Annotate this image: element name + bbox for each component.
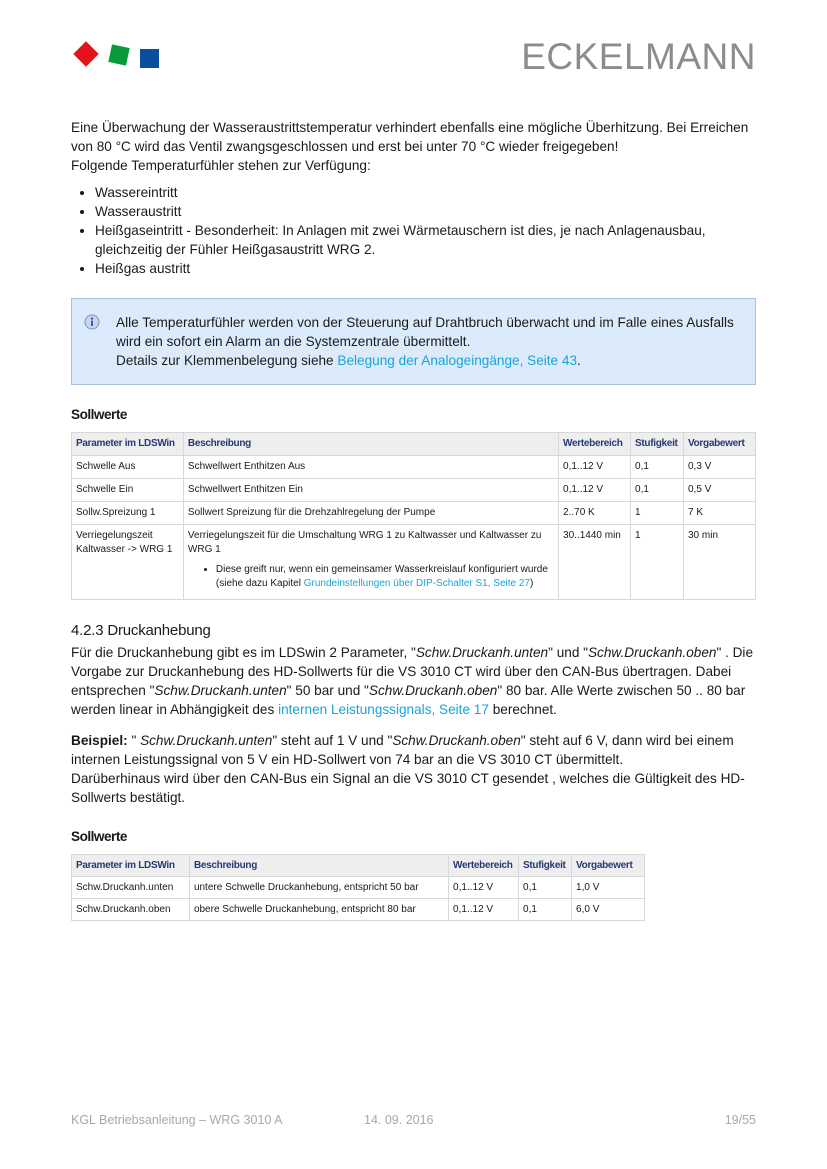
column-header: Stufigkeit [519, 855, 572, 877]
table-cell: Schwelle Ein [72, 479, 184, 502]
link-analog-inputs[interactable]: Belegung der Analogeingänge, Seite 43 [337, 353, 578, 368]
footer-page-number: 19/55 [724, 1113, 756, 1127]
table-cell: Verriegelungszeit Kaltwasser -> WRG 1 [72, 525, 184, 600]
table-cell: Schw.Druckanh.unten [72, 877, 190, 899]
table-cell: Schwellwert Enthitzen Ein [183, 479, 558, 502]
druckanhebung-table [71, 854, 645, 921]
table-row [72, 502, 756, 525]
info-box [71, 298, 756, 385]
list-item: • Wassereintritt [95, 183, 756, 202]
table-cell: Schwellwert Enthitzen Aus [183, 456, 558, 479]
table-cell: 0,5 V [684, 479, 756, 502]
table-cell: Verriegelungszeit für die Umschaltung WRG 1 zu Kaltwasser und Kaltwasser zu WRG 1 • Diese greift nur, wenn ein gemeinsamer Wasserkreislauf konfiguriert wurde (siehe dazu Kapitel Grundeinstellungen über DIP-Schalter S1, Seite 27) [183, 525, 558, 600]
note-list [188, 563, 554, 591]
link-internal-power-signal[interactable]: internen Leistungssignals, Seite 17 [278, 702, 489, 717]
table-cell: obere Schwelle Druckanhebung, entspricht 80 bar [189, 899, 448, 921]
info-icon [84, 314, 100, 330]
column-header: Vorgabewert [684, 433, 756, 456]
page-footer [71, 1113, 756, 1131]
eckelmann-logo-icon [72, 40, 162, 72]
table-cell: untere Schwelle Druckanhebung, entspricht 50 bar [189, 877, 448, 899]
table-cell: 0,1..12 V [559, 456, 631, 479]
column-header: Vorgabewert [572, 855, 645, 877]
table-cell: 30 min [684, 525, 756, 600]
column-header: Wertebereich [559, 433, 631, 456]
table-cell: 0,3 V [684, 456, 756, 479]
table-row [72, 479, 756, 502]
info-text: Alle Temperaturfühler werden von der Steuerung auf Drahtbruch überwacht und im Falle eines Ausfalls wird ein sofort ein Alarm an die Systemzentrale übermittelt. [116, 315, 734, 349]
table-cell: 0,1 [631, 456, 684, 479]
list-item: • Wasseraustritt [95, 202, 756, 221]
column-header: Wertebereich [449, 855, 519, 877]
table-cell: 7 K [684, 502, 756, 525]
table-cell: Sollw.Spreizung 1 [72, 502, 184, 525]
table-row [72, 899, 645, 921]
table-cell: 0,1 [519, 899, 572, 921]
list-item: • Heißgas austritt [95, 259, 756, 278]
table-cell: 1 [631, 525, 684, 600]
table-cell: 0,1 [519, 877, 572, 899]
example-label: Beispiel: [71, 733, 128, 748]
info-details: Details zur Klemmenbelegung siehe Belegung der Analogeingänge, Seite 43. [116, 353, 581, 368]
table-cell: 0,1..12 V [449, 877, 519, 899]
table-cell: Schw.Druckanh.oben [72, 899, 190, 921]
column-header: Parameter im LDSWin [72, 433, 184, 456]
table-cell: 0,1..12 V [449, 899, 519, 921]
table-row [72, 525, 756, 600]
setpoints-table [71, 432, 756, 600]
column-header: Stufigkeit [631, 433, 684, 456]
link-dip-switch[interactable]: Grundeinstellungen über DIP-Schalter S1, Seite 27 [303, 578, 530, 589]
table-row [72, 456, 756, 479]
table-header-row [72, 433, 756, 456]
page-header [0, 0, 827, 110]
column-header: Beschreibung [189, 855, 448, 877]
column-header: Parameter im LDSWin [72, 855, 190, 877]
sensor-list [71, 183, 756, 278]
table-cell: 1 [631, 502, 684, 525]
table-cell: 0,1 [631, 479, 684, 502]
table-cell: Schwelle Aus [72, 456, 184, 479]
page-content [71, 118, 756, 921]
table-cell: Sollwert Spreizung für die Drehzahlregelung der Pumpe [183, 502, 558, 525]
list-item: • Heißgaseintritt - Besonderheit: In Anlagen mit zwei Wärmetauschern ist dies, je nach Anlagenausbau, gleichzeitig der Fühler Heißgasaustritt WRG 2. [95, 221, 756, 259]
druckanhebung-paragraph: Für die Druckanhebung gibt es im LDSwin 2 Parameter, "Schw.Druckanh.unten" und "Schw.Druckanh.oben" . Die Vorgabe zur Druckanhebung des HD-Sollwerts für die VS 3010 CT wird über den CAN-Bus übertragen. Dabei entsprechen "Schw.Druckanh.unten" 50 bar und "Schw.Druckanh.oben" 80 bar. Alle Werte zwischen 50 .. 80 bar werden linear in Abhängigkeit des internen Leistungssignals, Seite 17 berechnet. [71, 645, 754, 717]
table-row [72, 877, 645, 899]
table-header-row [72, 855, 645, 877]
example-paragraph: Beispiel: " Schw.Druckanh.unten" steht auf 1 V und "Schw.Druckanh.oben" steht auf 6 V, dann wird bei einem internen Leistungssignal von 5 V ein HD-Sollwert von 74 bar an die VS 3010 CT übermittelt. Darüberhinaus wird über den CAN-Bus ein Signal an die VS 3010 CT gesendet , welches die Gültigkeit des HD-Sollwerts bestätigt. [71, 733, 745, 805]
list-item: • Diese greift nur, wenn ein gemeinsamer Wasserkreislauf konfiguriert wurde (siehe dazu Kapitel Grundeinstellungen über DIP-Schalter S1, Seite 27) [216, 563, 554, 591]
table-cell: 2..70 K [559, 502, 631, 525]
table-cell: 0,1..12 V [559, 479, 631, 502]
brand-name: ECKELMANN [521, 36, 756, 77]
section-heading-sollwerte: Sollwerte [71, 407, 127, 422]
table-cell: 6,0 V [572, 899, 645, 921]
intro-paragraph: Eine Überwachung der Wasseraustrittstemperatur verhindert ebenfalls eine mögliche Überhitzung. Bei Erreichen von 80 °C wird das Ventil zwangsgeschlossen und erst bei unter 70 °C wieder freigegeben! Folgende Temperaturfühler stehen zur Verfügung: [71, 120, 749, 173]
column-header: Beschreibung [183, 433, 558, 456]
footer-document-title: KGL Betriebsanleitung – WRG 3010 A [71, 1113, 283, 1127]
table-cell: 1,0 V [572, 877, 645, 899]
section-heading-sollwerte-2: Sollwerte [71, 829, 127, 844]
footer-date: 14. 09. 2016 [364, 1113, 434, 1127]
section-title-druckanhebung: 4.2.3 Druckanhebung [71, 622, 211, 639]
table-cell: 30..1440 min [559, 525, 631, 600]
